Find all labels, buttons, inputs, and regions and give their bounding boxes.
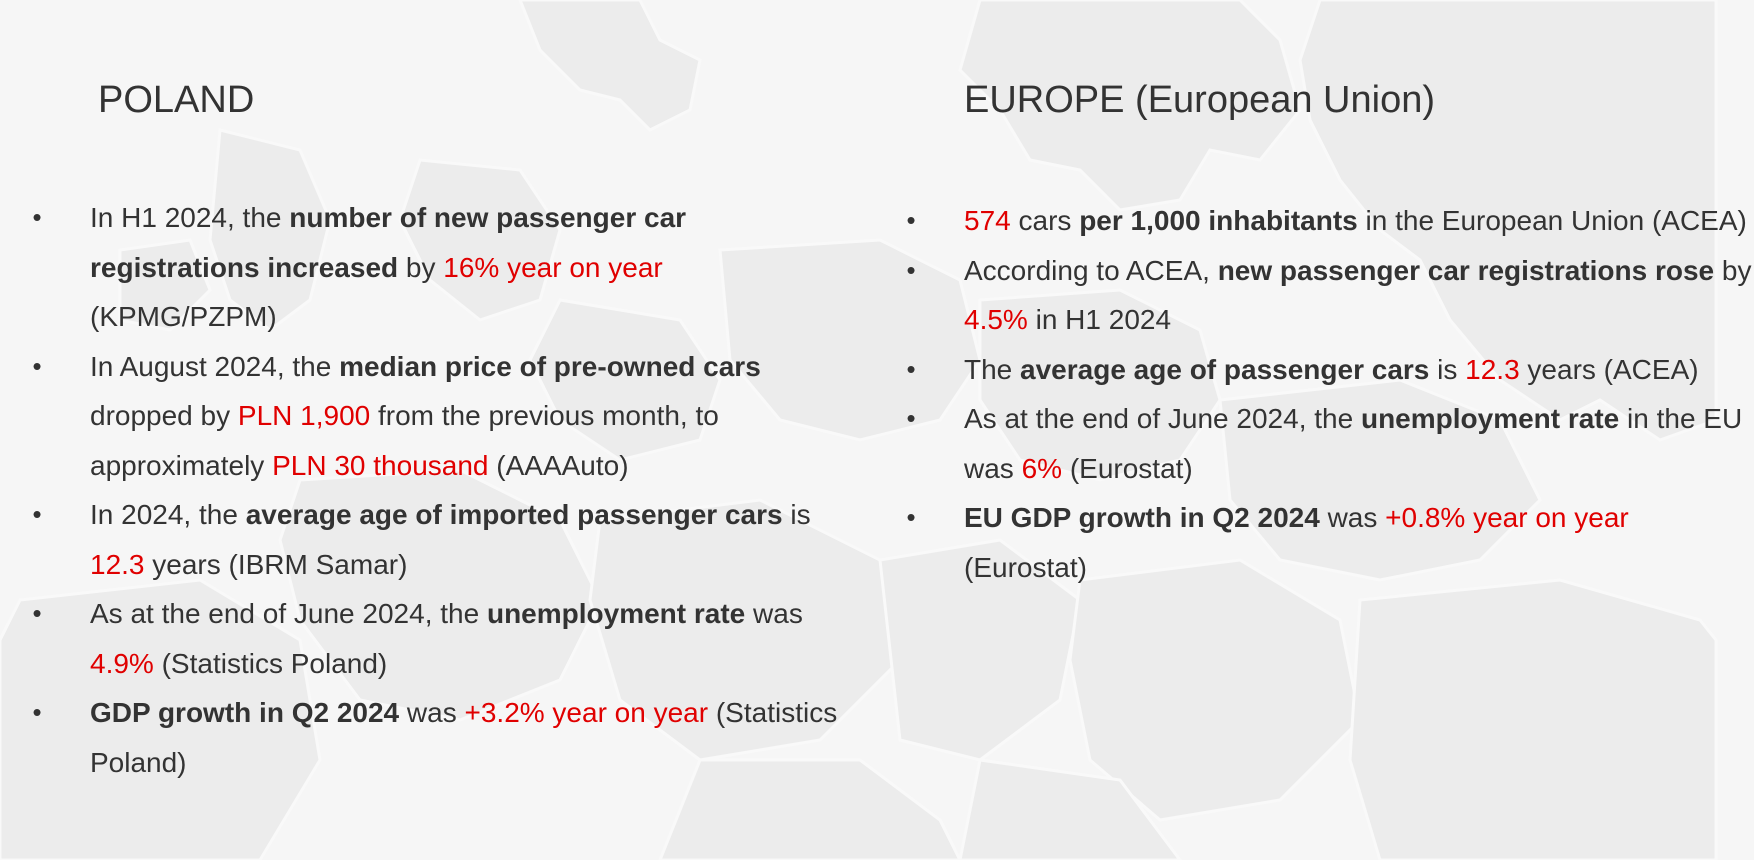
poland-heading: POLAND [98, 79, 255, 121]
bullet-text: was [399, 697, 465, 728]
bullet-text: unemployment rate [486, 598, 746, 629]
bullet-text: in the EU was [964, 403, 1743, 484]
bullet-icon: • [32, 350, 42, 381]
highlight-value: 16% year on year [443, 251, 663, 283]
bullet-text: In August 2024, the [90, 350, 340, 382]
highlight-value: 6% [1021, 452, 1063, 484]
bullet-text: new passenger car registrations rose [1217, 254, 1715, 286]
bullet-text: (AAAAuto) [488, 449, 629, 481]
bullet-text: As at the end of June 2024, the [964, 403, 1361, 434]
highlight-value: +3.2% year on year [464, 697, 709, 728]
bullet-text: (Eurostat) [1062, 452, 1193, 484]
bullet-text: was [745, 598, 803, 629]
bullet-text: unemployment rate [1360, 403, 1620, 434]
bullet-item [30, 342, 850, 491]
bullet-text: by [398, 251, 444, 283]
highlight-value: 12.3 [1465, 353, 1520, 385]
bullet-text: dropped by [90, 400, 238, 431]
bullet-text: (Eurostat) [964, 551, 1087, 583]
bullet-text: (Statistics Poland) [90, 697, 838, 778]
bullet-item [904, 246, 1754, 345]
bullet-item [904, 394, 1754, 493]
bullet-item [904, 196, 1754, 246]
bullet-item [30, 193, 850, 342]
highlight-value: PLN 30 thousand [272, 449, 489, 481]
bullet-text: In H1 2024, the [90, 202, 290, 233]
bullet-icon: • [906, 254, 916, 285]
bullet-text: (KPMG/PZPM) [90, 301, 277, 332]
bullet-text: was [1319, 502, 1386, 533]
bullet-text: In 2024, the [90, 499, 246, 530]
bullet-text: in H1 2024 [1027, 304, 1172, 335]
bullet-text: is [782, 499, 811, 530]
bullet-text: per 1,000 inhabitants [1079, 205, 1358, 236]
bullet-text: average age of imported passenger cars [245, 499, 783, 530]
highlight-value: +0.8% year on year [1385, 502, 1629, 533]
europe-heading: EUROPE (European Union) [964, 79, 1435, 121]
bullet-text: years (IBRM Samar) [144, 548, 408, 580]
poland-column [30, 70, 838, 787]
bullet-item [904, 493, 1754, 592]
bullet-text: As at the end of June 2024, the [90, 598, 487, 629]
bullet-text: is [1429, 353, 1466, 385]
bullet-text: The [964, 353, 1021, 385]
bullet-text: in the European Union (ACEA) [1357, 205, 1747, 236]
bullet-icon: • [32, 598, 42, 628]
poland-bullet-list [30, 193, 838, 787]
bullet-icon: • [32, 202, 42, 232]
bullet-text: median price of pre-owned cars [339, 350, 761, 382]
bullet-icon: • [906, 353, 916, 384]
bullet-icon: • [32, 697, 42, 727]
europe-column [900, 70, 1752, 592]
bullet-item [30, 688, 850, 787]
bullet-item [904, 345, 1754, 395]
bullet-text: EU GDP growth in Q2 2024 [964, 502, 1320, 533]
bullet-icon: • [906, 502, 916, 532]
europe-bullet-list [900, 196, 1752, 592]
bullet-text: number of new passenger car registrations increased [90, 202, 687, 283]
bullet-item [30, 490, 850, 589]
bullet-item [30, 589, 850, 688]
bullet-text: GDP growth in Q2 2024 [90, 697, 400, 728]
bullet-icon: • [906, 205, 916, 235]
highlight-value: 574 [964, 205, 1011, 236]
highlight-value: 12.3 [90, 548, 145, 580]
bullet-icon: • [32, 499, 42, 529]
bullet-text: from the previous month, to approximately [90, 400, 719, 481]
bullet-text: (Statistics Poland) [153, 647, 388, 679]
bullet-text: years (ACEA) [1519, 353, 1699, 385]
highlight-value: 4.5% [964, 304, 1028, 335]
highlight-value: 4.9% [90, 647, 154, 679]
bullet-icon: • [906, 403, 916, 433]
bullet-text: According to ACEA, [964, 254, 1218, 286]
highlight-value: PLN 1,900 [237, 400, 371, 431]
bullet-text: by [1714, 254, 1752, 286]
bullet-text: average age of passenger cars [1020, 353, 1430, 385]
bullet-text: cars [1010, 205, 1080, 236]
